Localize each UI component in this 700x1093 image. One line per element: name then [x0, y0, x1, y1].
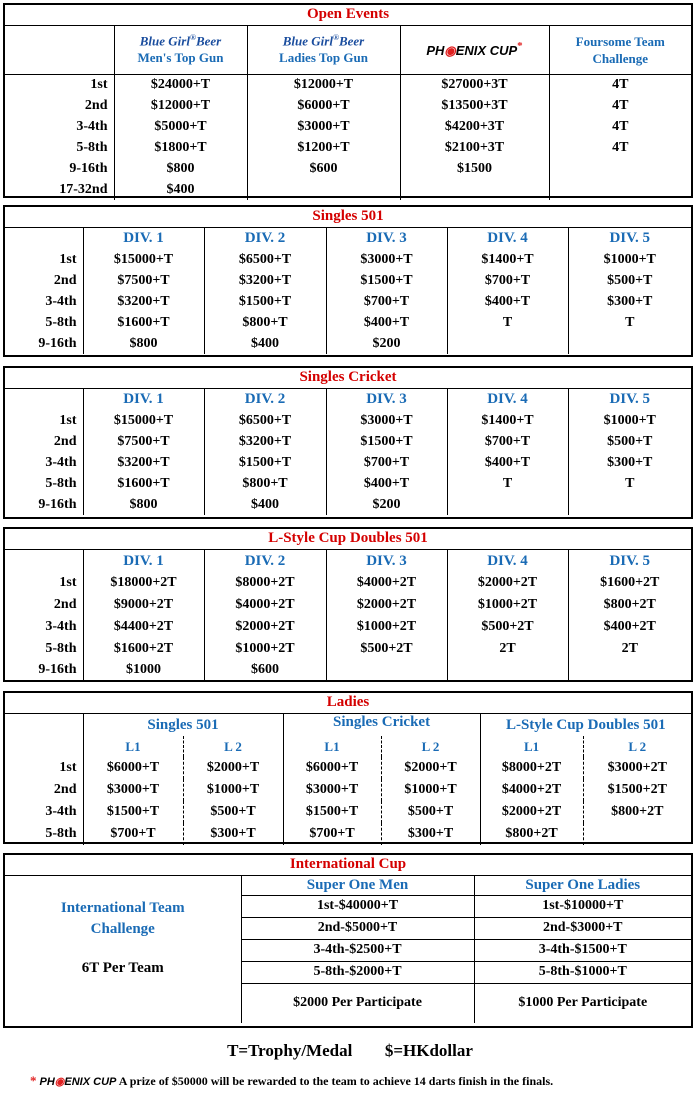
table-row: 3-4th $3200+T $1500+T $700+T $400+T $300+T [5, 291, 691, 312]
table-row: 9-16th $800 $400 $200 [5, 333, 691, 354]
table-row: 5-8th $1800+T $1200+T $2100+3T 4T [5, 137, 691, 158]
open-events-section [3, 3, 693, 198]
singles-cricket-table: DIV. 1 DIV. 2 DIV. 3 DIV. 4 DIV. 5 1st $15000+T $6500+T $3000+T $1400+T $1000+T 2nd $7500+T $3200+T $1500+T $700+T $500+T 3-4th $3200+T $1500+T $700+T $400+T $300+T 5-8th $1600+T $800+T $400+T T T 9-16th $800 $400 $200 [5, 389, 691, 515]
phoenix-cup-logo: PH◉ENIX CUP [426, 42, 518, 58]
singles-cricket-section [3, 366, 693, 519]
table-row: 17-32nd $400 [5, 179, 691, 200]
table-row: 1st $15000+T $6500+T $3000+T $1400+T $1000+T [5, 249, 691, 270]
table-row: 3-4th $5000+T $3000+T $4200+3T 4T [5, 116, 691, 137]
table-row: 2nd $12000+T $6000+T $13500+3T 4T [5, 95, 691, 116]
section-title: Singles 501 [5, 207, 691, 228]
table-row: 3-4th $1500+T $500+T $1500+T $500+T $2000+2T $800+2T [5, 801, 691, 823]
legend [0, 1041, 700, 1061]
international-cup-table: International Team Challenge 6T Per Team Super One Men Super One Ladies 1st-$40000+T 1st-$10000+T 2nd-$5000+T 2nd-$3000+T 3-4th-$2500+T 3-4th-$1500+T 5-8th-$2000+T 5-8th-$1000+T $2000 Per Participate $1000 Per Participate [5, 876, 691, 1023]
table-row: 2nd $9000+2T $4000+2T $2000+2T $1000+2T $800+2T [5, 594, 691, 616]
table-row: 2nd $7500+T $3200+T $1500+T $700+T $500+T [5, 270, 691, 291]
section-title: Open Events [5, 5, 691, 26]
table-row: 2nd $7500+T $3200+T $1500+T $700+T $500+T [5, 431, 691, 452]
table-row: 9-16th $1000 $600 [5, 659, 691, 680]
legend-currency: $=HKdollar [384, 1041, 473, 1060]
open-events-table [5, 26, 691, 200]
group-singles-501: Singles 501 [83, 714, 283, 736]
super-one-ladies-header: Super One Ladies [474, 876, 691, 895]
table-row: 1st $24000+T $12000+T $27000+3T 4T [5, 74, 691, 95]
footnote: * PH◉ENIX CUP A prize of $50000 will be rewarded to the team to achieve 14 darts finish in the finals. [30, 1073, 554, 1088]
ladies-table: Singles 501 Singles Cricket L-Style Cup Doubles 501 L1 L 2 L1 L 2 L1 L 2 1st $6000+T $2000+T $6000+T $2000+T $8000+2T $3000+2T 2nd $3000+T $1000+T $3000+T $1000+T $4000+2T $1500+2T 3-4th $1500+T $500+T $1500+T $500+T $2000+2T $800+2T 5-8th $700+T $300+T $700+T $300+T $800+2T [5, 714, 691, 845]
table-row: 9-16th $800 $600 $1500 [5, 158, 691, 179]
section-title: Ladies [5, 693, 691, 714]
group-lstyle-doubles: L-Style Cup Doubles 501 [480, 714, 691, 736]
table-row: 5-8th $1600+T $800+T $400+T T T [5, 312, 691, 333]
table-row: 1st $6000+T $2000+T $6000+T $2000+T $8000+2T $3000+2T [5, 757, 691, 779]
table-row: 1st $18000+2T $8000+2T $4000+2T $2000+2T $1600+2T [5, 572, 691, 594]
col-mens-top-gun: Blue Girl®Beer Men's Top Gun [114, 26, 247, 74]
table-row: 5-8th $700+T $300+T $700+T $300+T $800+2T [5, 823, 691, 845]
phoenix-cup-logo: PH◉ENIX CUP [39, 1076, 117, 1088]
international-cup-section [3, 853, 693, 1028]
col-phoenix-cup: PH◉ENIX CUP* [400, 26, 549, 74]
legend-trophy: T=Trophy/Medal [227, 1041, 353, 1060]
footnote-text: A prize of $50000 will be rewarded to the team to achieve 14 darts finish in the finals. [118, 1074, 554, 1088]
col-foursome-team: Foursome Team Challenge [549, 26, 691, 74]
section-title: L-Style Cup Doubles 501 [5, 529, 691, 550]
lstyle-doubles-section [3, 527, 693, 682]
table-row: 5-8th $1600+T $800+T $400+T T T [5, 473, 691, 494]
singles-501-section [3, 205, 693, 357]
table-row: 3-4th $3200+T $1500+T $700+T $400+T $300+T [5, 452, 691, 473]
table-row: 9-16th $800 $400 $200 [5, 494, 691, 515]
singles-501-table: DIV. 1 DIV. 2 DIV. 3 DIV. 4 DIV. 5 1st $15000+T $6500+T $3000+T $1400+T $1000+T 2nd $7500+T $3200+T $1500+T $700+T $500+T 3-4th $3200+T $1500+T $700+T $400+T $300+T 5-8th $1600+T $800+T $400+T T T 9-16th $800 $400 $200 [5, 228, 691, 354]
section-title: International Cup [5, 855, 691, 876]
table-row: 2nd $3000+T $1000+T $3000+T $1000+T $4000+2T $1500+2T [5, 779, 691, 801]
super-one-men-header: Super One Men [241, 876, 474, 895]
table-row: 3-4th $4400+2T $2000+2T $1000+2T $500+2T $400+2T [5, 616, 691, 638]
team-challenge-cell: International Team Challenge 6T Per Team [60, 900, 185, 976]
col-ladies-top-gun: Blue Girl®Beer Ladies Top Gun [247, 26, 400, 74]
table-row: 1st $15000+T $6500+T $3000+T $1400+T $1000+T [5, 410, 691, 431]
ladies-section [3, 691, 693, 844]
group-singles-cricket: Singles Cricket [283, 714, 480, 736]
table-row: 5-8th $1600+2T $1000+2T $500+2T 2T 2T [5, 638, 691, 659]
section-title: Singles Cricket [5, 368, 691, 389]
lstyle-doubles-table: DIV. 1 DIV. 2 DIV. 3 DIV. 4 DIV. 5 1st $18000+2T $8000+2T $4000+2T $2000+2T $1600+2T 2nd $9000+2T $4000+2T $2000+2T $1000+2T $800+2T 3-4th $4400+2T $2000+2T $1000+2T $500+2T $400+2T 5-8th $1600+2T $1000+2T $500+2T 2T 2T 9-16th $1000 $600 [5, 550, 691, 680]
